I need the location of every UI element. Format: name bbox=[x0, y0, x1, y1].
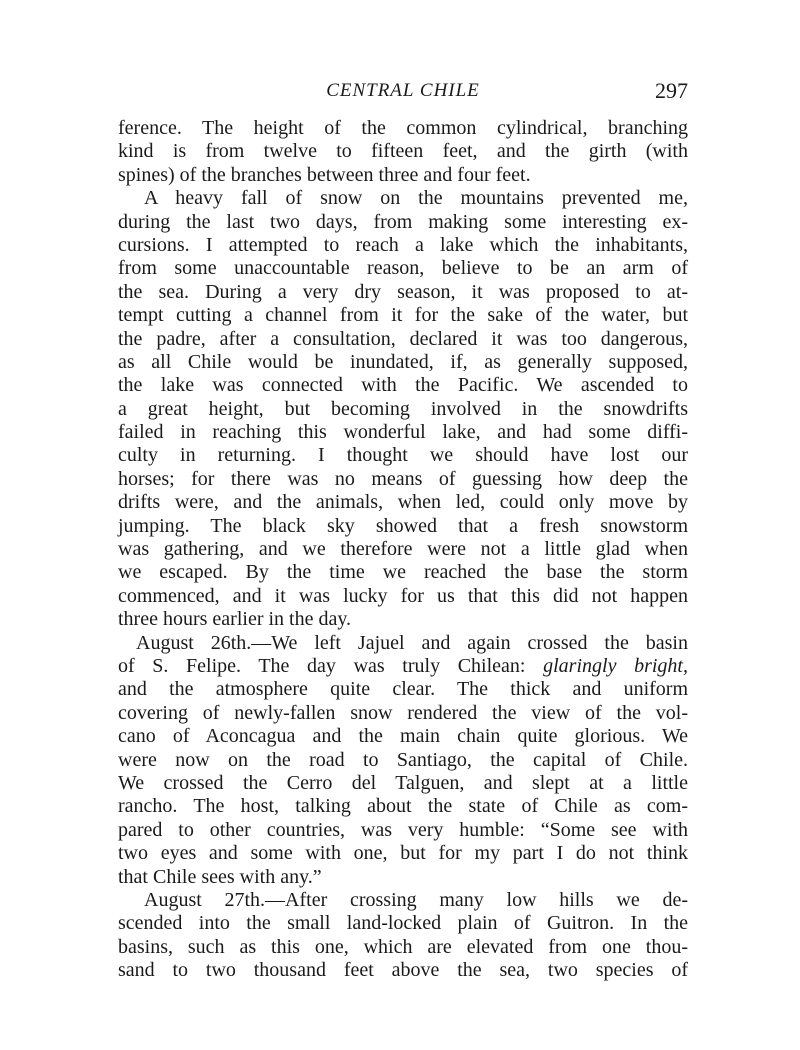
text-line: we escaped. By the time we reached the base the storm bbox=[118, 561, 688, 584]
text-line: cano of Aconcagua and the main chain quite glorious. We bbox=[118, 725, 688, 748]
text-line: August 27th.—After crossing many low hills we de- bbox=[144, 888, 688, 911]
text-line: a great height, but becoming involved in the snowdrifts bbox=[118, 397, 688, 420]
text-line: the sea. During a very dry season, it was proposed to at- bbox=[118, 280, 688, 303]
text-line: horses; for there was no means of guessing how deep the bbox=[118, 467, 688, 490]
text-fragment: of S. Felipe. The day was truly Chilean: bbox=[118, 654, 526, 677]
text-line: from some unaccountable reason, believe to be an arm of bbox=[118, 257, 688, 280]
text-line: pared to other countries, was very humble: “Some see with bbox=[118, 818, 688, 841]
text-line: and the atmosphere quite clear. The thick and uniform bbox=[118, 678, 688, 701]
text-line: We crossed the Cerro del Talguen, and slept at a little bbox=[118, 771, 688, 794]
text-line: scended into the small land-locked plain of Guitron. In the bbox=[118, 912, 688, 935]
text-line: culty in returning. I thought we should have lost our bbox=[118, 444, 688, 467]
text-line: jumping. The black sky showed that a fresh snowstorm bbox=[118, 514, 688, 537]
text-line: kind is from twelve to fifteen feet, and the girth (with bbox=[118, 140, 688, 163]
text-line: drifts were, and the animals, when led, could only move by bbox=[118, 491, 688, 514]
text-line: the lake was connected with the Pacific. We ascended to bbox=[118, 374, 688, 397]
text-line: basins, such as this one, which are elevated from one thou- bbox=[118, 935, 688, 958]
text-line: three hours earlier in the day. bbox=[118, 608, 352, 631]
text-line: during the last two days, from making some interesting ex- bbox=[118, 210, 688, 233]
text-line: cursions. I attempted to reach a lake which the inhabitants, bbox=[118, 233, 688, 256]
text-line: rancho. The host, talking about the state of Chile as com- bbox=[118, 795, 688, 818]
text-line: was gathering, and we therefore were not a little glad when bbox=[118, 538, 688, 561]
text-line: August 26th.—We left Jajuel and again crossed the basin bbox=[136, 631, 688, 654]
text-line: two eyes and some with one, but for my part I do not think bbox=[118, 842, 688, 865]
text-line: tempt cutting a channel from it for the sake of the water, but bbox=[118, 304, 688, 327]
page-number: 297 bbox=[655, 78, 688, 103]
text-line: commenced, and it was lucky for us that this did not happen bbox=[118, 584, 688, 607]
text-line: the padre, after a consultation, declared it was too dangerous, bbox=[118, 327, 688, 350]
text-line: sand to two thousand feet above the sea, two species of bbox=[118, 959, 688, 982]
text-line: were now on the road to Santiago, the capital of Chile. bbox=[118, 748, 688, 771]
text-line: ference. The height of the common cylindrical, branching bbox=[118, 117, 688, 139]
text-line: A heavy fall of snow on the mountains prevented me, bbox=[144, 187, 688, 210]
italic-text: glaringly bright, bbox=[543, 654, 688, 677]
text-line: covering of newly-fallen snow rendered the view of the vol- bbox=[118, 701, 688, 724]
running-head bbox=[118, 78, 688, 108]
text-line: that Chile sees with any.” bbox=[118, 865, 322, 888]
running-title: CENTRAL CHILE bbox=[326, 80, 480, 101]
text-line: spines) of the branches between three and four feet. bbox=[118, 163, 531, 186]
text-line: as all Chile would be inundated, if, as generally supposed, bbox=[118, 350, 688, 373]
body-text bbox=[118, 117, 688, 982]
text-line: failed in reaching this wonderful lake, and had some diffi- bbox=[118, 421, 688, 444]
text-line bbox=[118, 655, 688, 678]
